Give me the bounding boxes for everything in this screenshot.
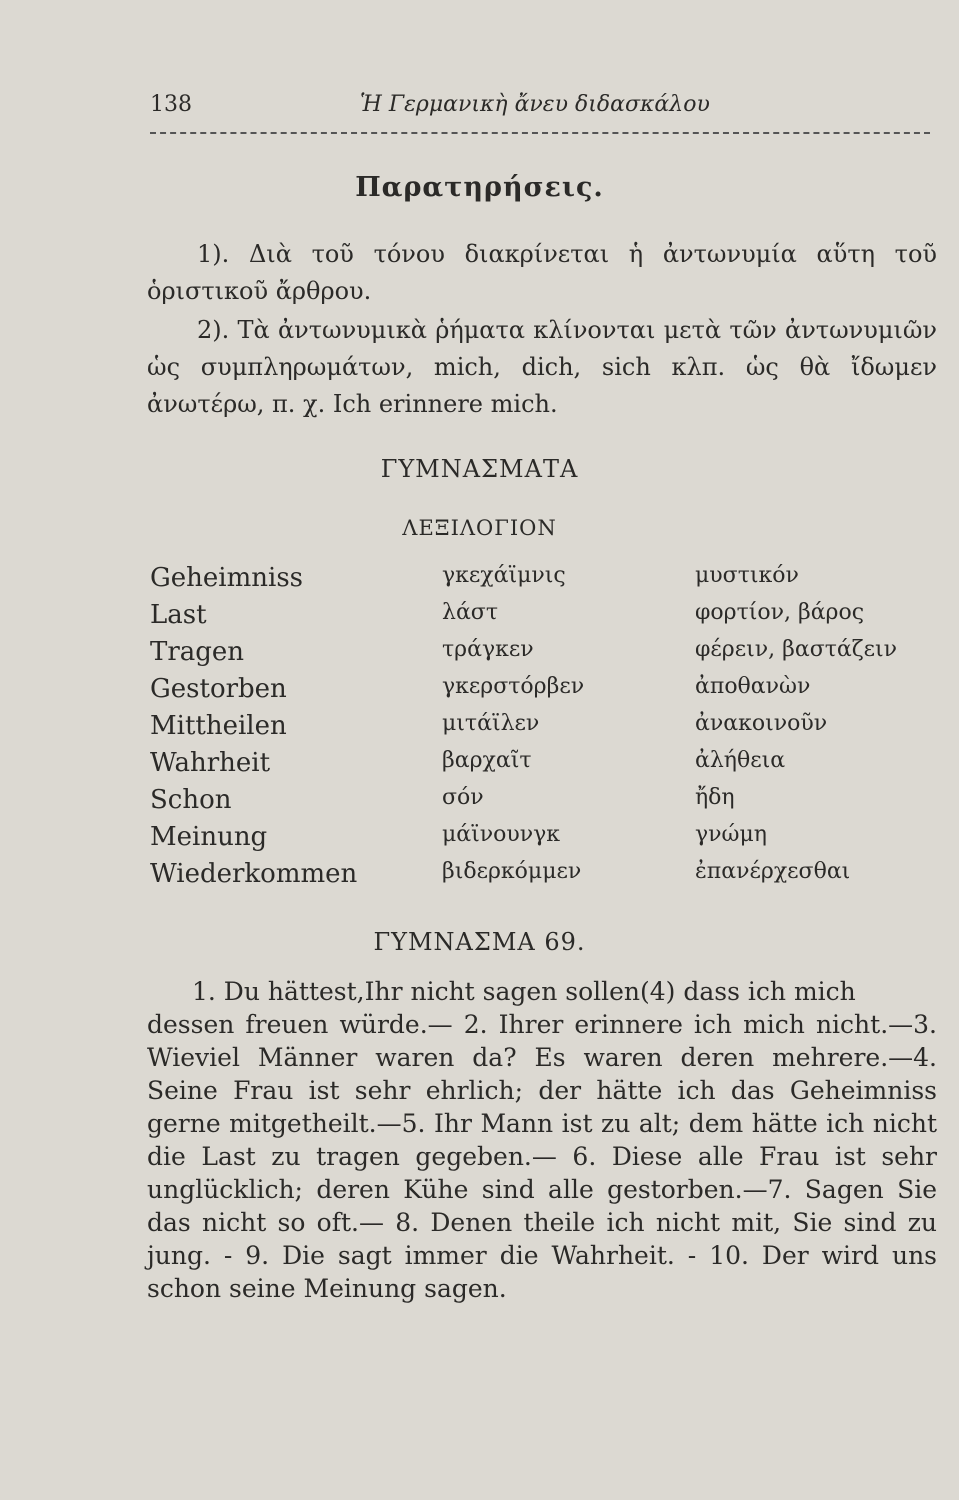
exercise-text bbox=[147, 975, 937, 1305]
vocab-row bbox=[150, 785, 940, 822]
remark-text: Τὰ ἀντωνυμικὰ ῥήματα κλίνονται μετὰ τῶν ἀντωνυμιῶν ὡς συμπληρωμάτων, mich, dich, sich κλπ. ὡς θὰ ἴδωμεν ἀνωτέρω, π. χ. Ich erinnere mich. bbox=[147, 316, 937, 418]
remark-number: 1). bbox=[197, 240, 230, 268]
vocab-german: Schon bbox=[150, 785, 232, 815]
vocab-german: Meinung bbox=[150, 822, 268, 852]
vocab-german: Gestorben bbox=[150, 674, 287, 704]
vocab-german: Tragen bbox=[150, 637, 245, 667]
vocab-pronunciation: βαρχαῖτ bbox=[442, 748, 532, 773]
exercise-body: dessen freuen würde.— 2. Ihrer erinnere ich mich nicht.—3. Wieviel Männer waren da? Es waren deren mehrere.—4. Seine Frau ist sehr ehrlich; der hätte ich das Geheimniss gerne mitgetheilt.—5. Ihr Mann ist zu alt; dem hätte ich nicht die Last zu tragen gegeben.— 6. Diese alle Frau ist sehr unglücklich; deren Kühe sind alle gestorben.—7. Sagen Sie das nicht so oft.— 8. Denen theile ich nicht mit, Sie sind zu jung. - 9. Die sagt immer die Wahrheit. - 10. Der wird uns schon seine Meinung sagen. bbox=[147, 1010, 937, 1303]
vocab-german: Mittheilen bbox=[150, 711, 287, 741]
vocab-greek: ἐπανέρχεσθαι bbox=[695, 859, 851, 884]
vocab-greek: φορτίον, βάρος bbox=[695, 600, 865, 625]
remark-2 bbox=[147, 312, 937, 423]
vocab-row bbox=[150, 674, 940, 711]
page-number: 138 bbox=[150, 92, 192, 117]
exercises-heading: ΓΥΜΝΑΣΜΑΤΑ bbox=[380, 455, 579, 483]
vocab-pronunciation: τράγκεν bbox=[442, 637, 534, 662]
vocab-greek: ἀνακοινοῦν bbox=[695, 711, 828, 736]
lexicon-heading: ΛΕΞΙΛΟΓΙΟΝ bbox=[402, 516, 557, 540]
vocab-greek: γνώμη bbox=[695, 822, 767, 847]
page-header bbox=[150, 92, 940, 122]
vocab-row bbox=[150, 822, 940, 859]
vocab-row bbox=[150, 600, 940, 637]
vocab-pronunciation: γκερστόρβεν bbox=[442, 674, 585, 699]
vocab-pronunciation: γκεχάϊμνις bbox=[442, 563, 566, 588]
vocab-pronunciation: βιδερκόμμεν bbox=[442, 859, 582, 884]
vocab-pronunciation: λάστ bbox=[442, 600, 498, 625]
vocab-german: Wiederkommen bbox=[150, 859, 358, 889]
vocab-row bbox=[150, 859, 940, 896]
vocab-greek: φέρειν, βαστάζειν bbox=[695, 637, 898, 662]
vocab-greek: ἀλήθεια bbox=[695, 748, 786, 773]
vocab-pronunciation: μιτάϊλεν bbox=[442, 711, 540, 736]
remark-text: Διὰ τοῦ τόνου διακρίνεται ἡ ἀντωνυμία αὕτη τοῦ ὁριστικοῦ ἄρθρου. bbox=[147, 240, 937, 305]
vocab-german: Wahrheit bbox=[150, 748, 271, 778]
vocab-greek: μυστικόν bbox=[695, 563, 799, 588]
remark-number: 2). bbox=[197, 316, 230, 344]
remark-1 bbox=[147, 236, 937, 310]
vocab-row bbox=[150, 563, 940, 600]
running-title: Ἡ Γερμανικὴ ἄνευ διδασκάλου bbox=[360, 92, 710, 117]
section-title: Παρατηρήσεις. bbox=[355, 172, 604, 203]
vocab-pronunciation: σόν bbox=[442, 785, 484, 810]
vocab-greek: ἤδη bbox=[695, 785, 735, 810]
exercise-lead-line: 1. Du hättest,Ihr nicht sagen sollen(4) dass ich mich bbox=[192, 977, 856, 1006]
vocabulary-list bbox=[150, 563, 940, 896]
vocab-row bbox=[150, 637, 940, 674]
vocab-german: Last bbox=[150, 600, 207, 630]
vocab-greek: ἀποθανὼν bbox=[695, 674, 811, 699]
vocab-row bbox=[150, 748, 940, 785]
vocab-german: Geheimniss bbox=[150, 563, 304, 593]
vocab-row bbox=[150, 711, 940, 748]
vocab-pronunciation: μάϊνουνγκ bbox=[442, 822, 561, 847]
exercise-heading: ΓΥΜΝΑΣΜΑ 69. bbox=[373, 928, 586, 956]
header-divider bbox=[150, 128, 930, 134]
